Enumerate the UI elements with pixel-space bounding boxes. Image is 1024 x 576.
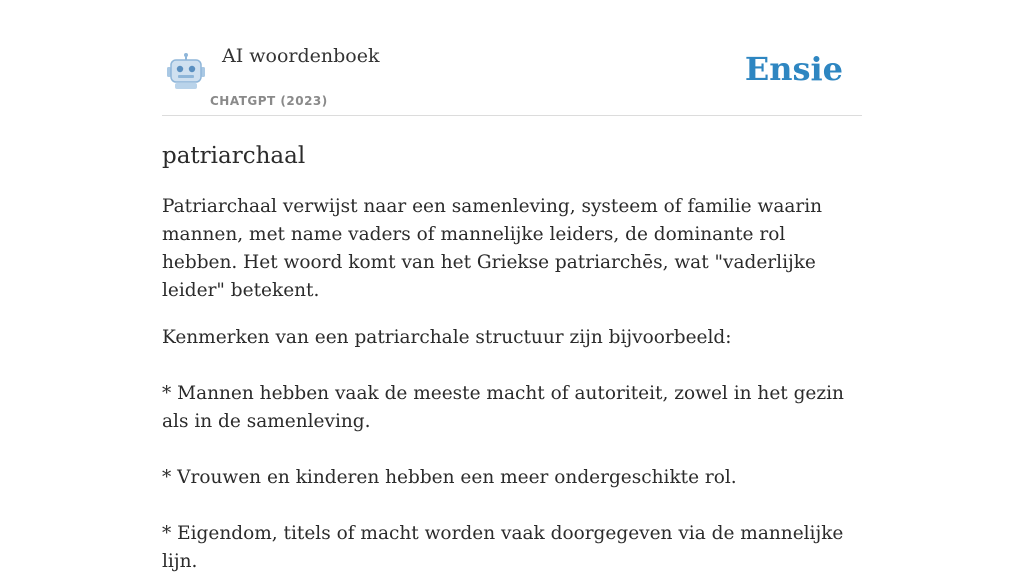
definition-body (162, 193, 862, 576)
list-item: * Vrouwen en kinderen hebben een meer ondergeschikte rol. (162, 467, 737, 488)
headword: patriarchaal (162, 143, 306, 169)
page (162, 0, 862, 576)
robot-icon (166, 52, 206, 90)
features-intro: Kenmerken van een patriarchale structuur zijn bijvoorbeeld: (162, 327, 732, 348)
source-subtitle: CHATGPT (2023) (210, 94, 328, 108)
list-item: * Eigendom, titels of macht worden vaak doorgegeven via de mannelijke lijn. (162, 523, 844, 572)
ensie-logo[interactable]: Ensie (744, 50, 843, 88)
list-item: * Mannen hebben vaak de meeste macht of autoriteit, zowel in het gezin als in de samenleving. (162, 383, 844, 432)
source-title[interactable]: AI woordenboek (222, 45, 380, 67)
source-header (162, 0, 862, 116)
definition-text: Patriarchaal verwijst naar een samenleving, systeem of familie waarin mannen, met name vaders of mannelijke leiders, de dominante rol hebben. Het woord komt van het Griekse patriarchēs, wat "vaderlijke leider" betekent. (162, 196, 823, 301)
